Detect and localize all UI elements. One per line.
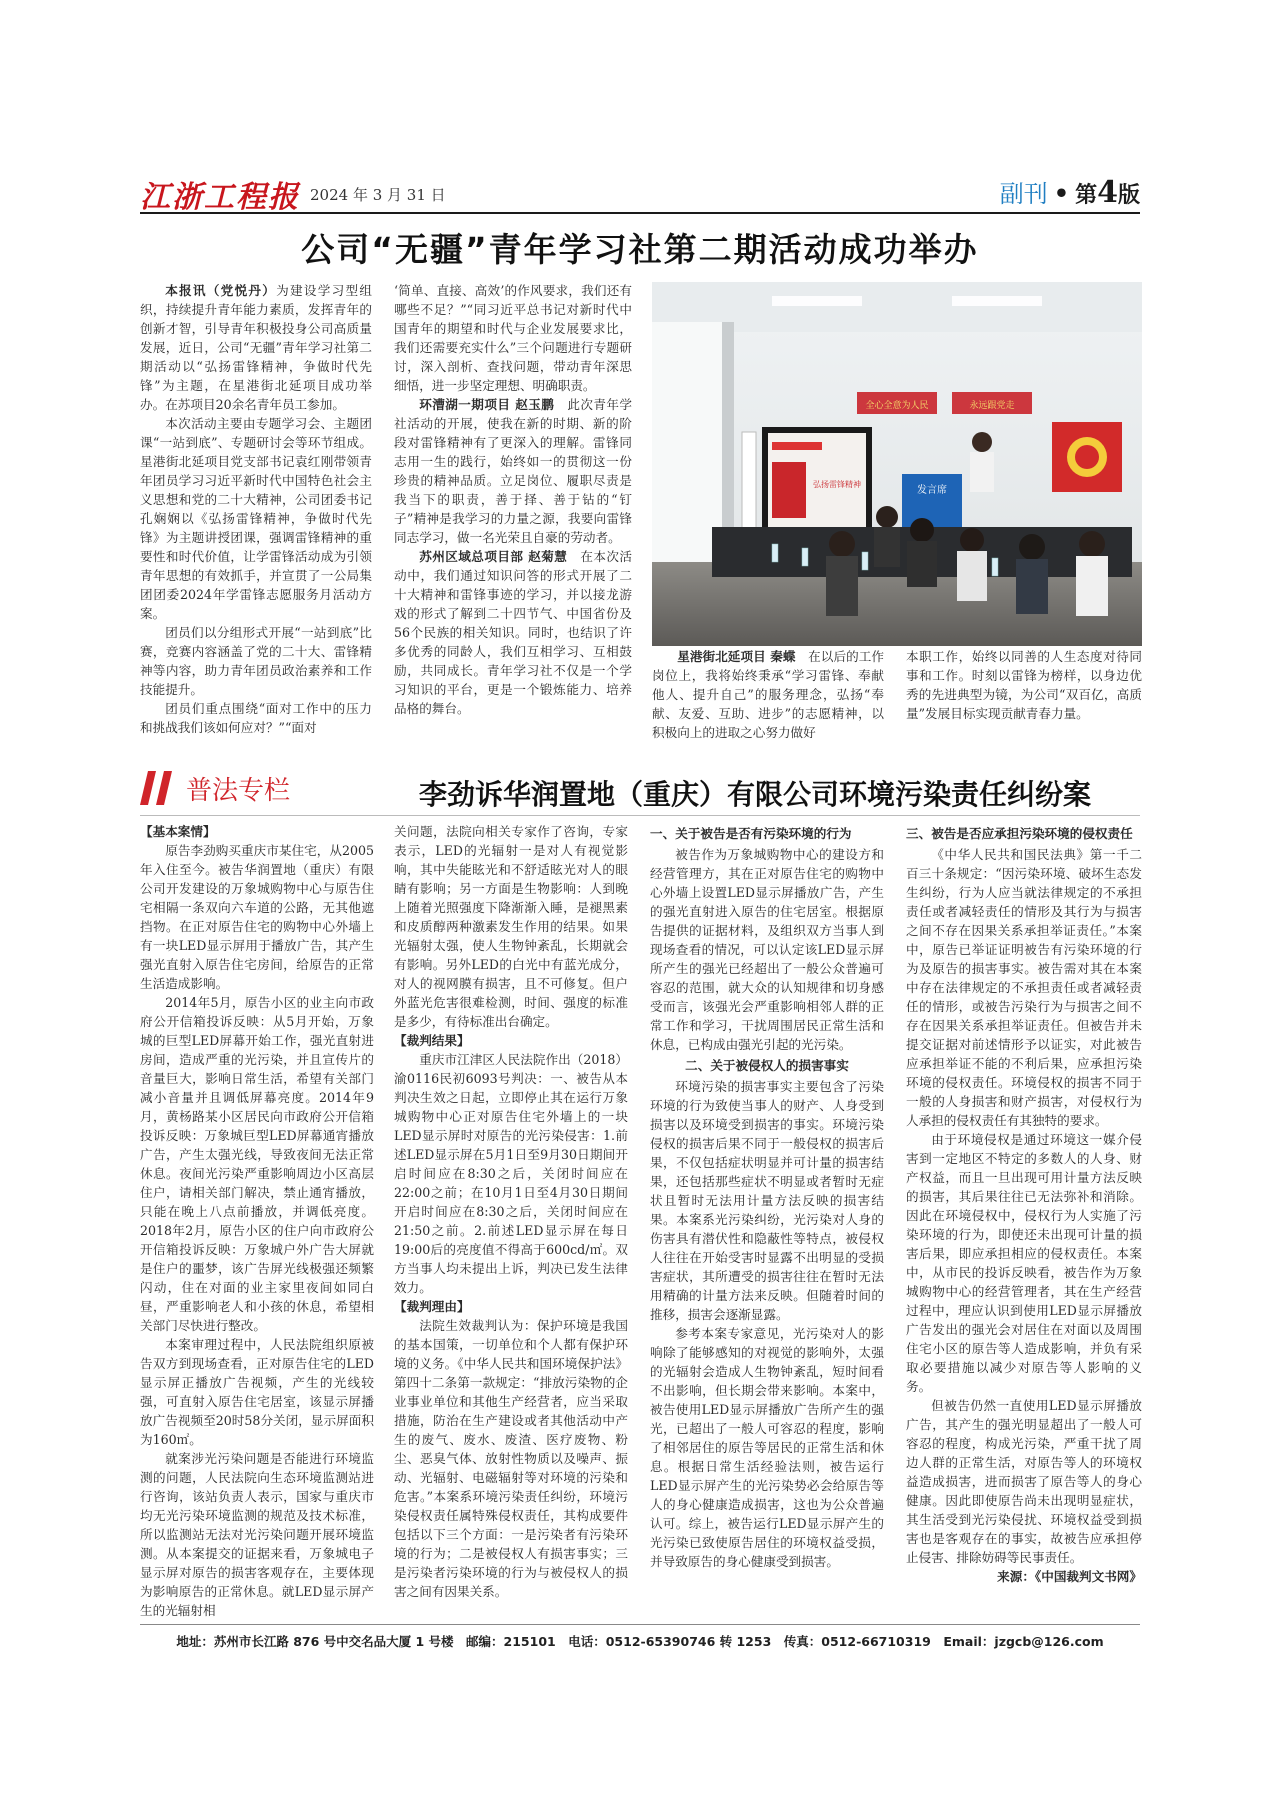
article1-paragraph: 为建设学习型组织，持续提升青年能力素质，发挥青年的创新才智，引导青年积极投身公司高质量发展，近日，公司“无疆”青年学习社第二期活动以“弘扬雷锋精神，争做时代先锋”为主题，在星港街北延项目成功举办。在苏项目20余名青年员工参加。 [140, 283, 372, 412]
article2-paragraph: 但被告仍然一直使用LED显示屏播放广告，其产生的强光明显超出了一般人可容忍的程度，构成光污染，严重干扰了周边人群的正常生活，对原告等人的环境权益造成损害，进而损害了原告等人的身心健康。因此即使原告尚未出现明显症状，其生活受到光污染侵扰、环境权益受到损害也是客观存在的事实，故被告应承担停止侵害、排除妨碍等民事责任。 [906, 1398, 1142, 1565]
screen-text: 弘扬雷锋精神 [813, 480, 861, 489]
article2-paragraph: 参考本案专家意见，光污染对人的影响除了能够感知的对视觉的影响外，太强的光辐射会造成人生物钟紊乱，短时间看不出影响，但长期会带来影响。本案中，被告使用LED显示屏播放广告所产生的强光，已超出了一般人可容忍的程度，影响了相邻居住的原告等居民的正常生活和休息。根据日常生活经验法则，被告运行LED显示屏产生的光污染势必会给原告等人的身心健康造成损害，这也为公众普遍认可。综上，被告运行LED显示屏产生的光污染已致使原告居住的环境权益受损，并导致原告的身心健康受到损害。 [650, 1326, 884, 1569]
article1-column-1 [140, 281, 372, 736]
subsection-heading: 一、关于被告是否有污染环境的行为 [650, 826, 852, 841]
article1-paragraph: 本职工作，始终以同善的人生态度对待同事和工作。时刻以雷锋为榜样，以身边优秀的先进典型为镜，为公司“双百亿，高质量”发展目标实现贡献青春力量。 [906, 649, 1142, 721]
red-slash-icon [140, 769, 174, 807]
article2-paragraph: 本案审理过程中，人民法院组织原被告双方到现场查看，正对原告住宅的LED显示屏正播放广告视频，产生的光线较强，可直射入原告住宅居室，该显示屏播放广告视频至20时58分关闭，显示屏面积为160㎡。 [140, 1337, 374, 1447]
newspaper-logo: 江浙工程报 [140, 180, 300, 215]
article2-paragraph: 法院生效裁判认为：保护环境是我国的基本国策，一切单位和个人都有保护环境的义务。《中华人民共和国环境保护法》第四十二条第一款规定：“排放污染物的企业事业单位和其他生产经营者，应当采取措施，防治在生产建设或者其他活动中产生的废气、废水、废渣、医疗废物、粉尘、恶臭气体、放射性物质以及噪声、振动、光辐射、电磁辐射等对环境的污染和危害。”本案系环境污染责任纠纷，环境污染侵权责任属特殊侵权责任，其构成要件包括以下三个方面：一是污染者有污染环境的行为；二是被侵权人有损害事实；三是污染者污染环境的行为与被侵权人的损害之间有因果关系。 [394, 1318, 628, 1599]
section-heading: 【裁判理由】 [394, 1299, 470, 1314]
subsection-heading: 二、关于被侵权人的损害事实 [685, 1058, 849, 1073]
wall-banner-text: 永远跟党走 [969, 401, 1015, 411]
page-label-pre: 第 [1075, 182, 1098, 208]
speaker-name: 苏州区域总项目部 赵菊慧 [419, 549, 568, 564]
event-photo-scene [652, 282, 1142, 646]
speaker-quote: 此次青年学社活动的开展，使我在新的时期、新的阶段对雷锋精神有了更深入的理解。雷锋同志用一生的践行，始终如一的贯彻这一份珍贵的精神品质。立足岗位、履职尽责是我当下的职责，善于择、善于钻的“钉子”精神是我学习的力量之源，我要向雷锋同志学习，做一名光荣且自豪的劳动者。 [394, 397, 632, 545]
separator-dot: • [1053, 179, 1070, 208]
section-name: 副刊 [999, 180, 1048, 208]
contact-footer: 地址：苏州市长江路 876 号中交名品大厦 1 号楼 邮编：215101 电话：0512-65390746 转 1253 传真：0512-66710319 Email：jzgcb@126.com [140, 1624, 1140, 1659]
podium-label: 发言席 [917, 485, 947, 496]
article2-paragraph: 由于环境侵权是通过环境这一媒介侵害到一定地区不特定的多数人的人身、财产权益，而且一旦出现可用计量方法反映的损害，其后果往往已无法弥补和消除。因此在环境侵权中，侵权行为人实施了污染环境的行为，即使还未出现可计量的损害后果，即应承担相应的侵权责任。本案中，从市民的投诉反映看，被告作为万象城购物中心的经营管理者，其在生产经营过程中，理应认识到使用LED显示屏播放广告发出的强光会对居住在对面以及周围住宅小区的原告等人造成影响，并负有采取必要措施以减少对原告等人影响的义务。 [906, 1132, 1142, 1394]
article1-paragraph: 本次活动主要由专题学习会、主题团课“一站到底”、专题研讨会等环节组成。星港街北延项目党支部书记袁红刚带领青年团员学习习近平新时代中国特色社会主义思想和党的二十大精神，公司团委书记孔娴娴以《弘扬雷锋精神，争做时代先锋》为主题讲授团课，强调雷锋精神的重要性和时代价值，让学雷锋活动成为引领青年思想的有效抓手，并宣贯了一公局集团团委2024年学雷锋志愿服务月活动方案。 [140, 416, 372, 621]
subsection-heading: 三、被告是否应承担污染环境的侵权责任 [906, 826, 1133, 841]
event-photo [652, 282, 1142, 646]
article2-column-1 [140, 822, 374, 1617]
section-heading: 【裁判结果】 [394, 1033, 470, 1048]
section-heading: 【基本案情】 [140, 824, 216, 839]
masthead [140, 172, 1140, 214]
speaker-figure [970, 452, 994, 492]
speaker-name: 环漕湖一期项目 赵玉鹏 [419, 397, 555, 412]
article2-paragraph: 重庆市江津区人民法院作出（2018）渝0116民初6093号判决：一、被告从本判决生效之日起，立即停止其在运行万象城购物中心正对原告住宅外墙上的一块LED显示屏时对原告的光污染侵害：1.前述LED显示屏在5月1日至9月30日期间开启时间应在8:30之后，关闭时间应在22:00之前；在10月1日至4月30日期间开启时间应在8:30之后，关闭时间应在21:50之前。2.前述LED显示屏在每日19:00后的亮度值不得高于600cd/㎡。双方当事人均未提出上诉，判决已发生法律效力。 [394, 1052, 628, 1295]
page-indicator [1000, 174, 1140, 210]
article2-paragraph: 2014年5月，原告小区的业主向市政府公开信箱投诉反映：从5月开始，万象城的巨型LED屏幕开始工作，强光直射进房间，造成严重的光污染，并且宣传片的音量巨大，影响日常生活，希望有关部门减小音量并且调低屏幕亮度。2014年9月，黄杨路某小区居民向市政府公开信箱投诉反映：万象城巨型LED屏幕通宵播放广告，产生太强光线，导致夜间无法正常休息。夜间光污染严重影响周边小区高层住户，请相关部门解决，禁止通宵播放，只能在晚上八点前播放，并调低亮度。2018年2月，原告小区的住户向市政府公开信箱投诉反映：万象城户外广告大屏就是住户的噩梦，该广告屏光线极强还频繁闪动，住在对面的业主家里夜间如同白昼，严重影响老人和小孩的休息，希望相关部门尽快进行整改。 [140, 995, 374, 1333]
page-label-post: 版 [1117, 182, 1140, 208]
article1-title: 公司“无疆”青年学习社第二期活动成功举办 [301, 230, 979, 269]
issue-date: 2024 年 3 月 31 日 [310, 186, 446, 204]
article2-paragraph: 关问题，法院向相关专家作了咨询，专家表示，LED的光辐射一是对人有视觉影响，其中失能眩光和不舒适眩光对人的眼睛有影响；另一方面是生物影响：人到晚上随着光照强度下降渐渐入睡，是褪黑素和皮质醇两种激素发生作用的结果。如果光辐射太强，使人生物钟紊乱，长期就会有影响。另外LED的白光中有蓝光成分，对人的视网膜有损害，且不可修复。但户外蓝光危害很难检测，时间、强度的标准是多少，有待标准出台确定。 [394, 824, 628, 1029]
article2-paragraph: 《中华人民共和国民法典》第一千二百三十条规定：“因污染环境、破坏生态发生纠纷，行为人应当就法律规定的不承担责任或者减轻责任的情形及其行为与损害之间不存在因果关系承担举证责任。”本案中，原告已举证证明被告有污染环境的行为及原告的损害事实。被告需对其在本案中存在法律规定的不承担责任或者减轻责任的情形，或被告污染行为与损害之间不存在因果关系承担举证责任。但被告并未提交证据对前述情形予以证实，对此被告应承担举证不能的不利后果，应承担污染环境的侵权责任。环境侵权的损害不同于一般的人身损害和财产损害，对侵权行为人承担的侵权责任有其独特的要求。 [906, 847, 1142, 1128]
article1-column-4 [906, 647, 1142, 739]
article2-column-2 [394, 822, 628, 1617]
speaker-name: 星港街北延项目 秦蝶 [677, 649, 796, 664]
speaker-quote: 在本次活动中，我们通过知识问答的形式开展了二十大精神和雷锋事迹的学习，并以接龙游戏的形式了解到二十四节气、中国省份及56个民族的相关知识。同时，也结识了许多优秀的同龄人，我们互相学习、互相鼓励，共同成长。青年学习社不仅是一个学习知识的平台，更是一个锻炼能力、培养品格的舞台。 [394, 549, 632, 716]
wall-banner-text: 全心全意为人民 [865, 401, 929, 411]
article2-column-3 [650, 822, 884, 1617]
source-credit: 来源：《中国裁判文书网》 [997, 1569, 1142, 1584]
legal-column-name: 普法专栏 [186, 775, 291, 806]
article1-byline: 本报讯（党悦丹） [165, 283, 277, 298]
article2-column-4 [906, 822, 1142, 1617]
article1-paragraph: 团员们重点围绕“面对工作中的压力和挑战我们该如何应对？”“面对 [140, 701, 372, 735]
legal-column-label [140, 769, 290, 807]
page-number: 4 [1097, 175, 1118, 210]
article2-paragraph: 原告李劲购买重庆市某住宅，从2005年入住至今。被告华润置地（重庆）有限公司开发建设的万象城购物中心与原告住宅相隔一条双向六车道的公路，无其他遮挡物。在正对原告住宅的购物中心外墙上有一块LED显示屏用于播放广告，其产生强光直射入原告住宅房间，给原告的正常生活造成影响。 [140, 843, 374, 991]
article1-paragraph: 团员们以分组形式开展“一站到底”比赛，竞赛内容涵盖了党的二十大、雷锋精神等内容，助力青年团员政治素养和工作技能提升。 [140, 625, 372, 697]
article2-paragraph: 环境污染的损害事实主要包含了污染环境的行为致使当事人的财产、人身受到损害以及环境受到损害的事实。环境污染侵权的损害后果不同于一般侵权的损害后果，不仅包括症状明显并可计量的损害结果，还包括那些症状不明显或者暂时无症状且暂时无法用计量方法反映的损害结果。本案系光污染纠纷，光污染对人身的伤害具有潜伏性和隐蔽性等特点，被侵权人往往在开始受害时显露不出明显的受损害症状，其所遭受的损害往往在暂时无法用精确的计量方法来反映。但随着时间的推移，损害会逐渐显露。 [650, 1079, 884, 1322]
speaker-quote: 在以后的工作岗位上，我将始终秉承“学习雷锋、奉献他人、提升自己”的服务理念，弘扬“奉献、友爱、互助、进步”的志愿精神，以积极向上的进取之心努力做好 [652, 649, 884, 739]
article1-paragraph: ‘简单、直接、高效’的作风要求，我们还有哪些不足？”“同习近平总书记对新时代中国青年的期望和时代与企业发展要求比，我们还需要充实什么”三个问题进行专题研讨，深入剖析、查找问题，带动青年深思细悟，进一步坚定理想、明确职责。 [394, 283, 632, 393]
article2-title: 李劲诉华润置地（重庆）有限公司环境污染责任纠纷案 [418, 778, 1091, 811]
article1-column-3 [652, 647, 884, 739]
article2-paragraph: 就案涉光污染问题是否能进行环境监测的问题，人民法院向生态环境监测站进行咨询，该站负责人表示，国家与重庆市均无光污染环境监测的规范及技术标准，所以监测站无法对光污染问题开展环境监测。从本案提交的证据来看，万象城电子显示屏对原告的损害客观存在，主要体现为影响原告的正常休息。就LED显示屏产生的光辐射相 [140, 1451, 374, 1617]
article2-paragraph: 被告作为万象城购物中心的建设方和经营管理方，其在正对原告住宅的购物中心外墙上设置LED显示屏播放广告，产生的强光直射进入原告的住宅居室。根据原告提供的证据材料，及组织双方当事人到现场查看的情况，可以认定该LED显示屏所产生的强光已经超出了一般公众普遍可容忍的范围，就大众的认知规律和切身感受而言，该强光会严重影响相邻人群的正常工作和学习，干扰周围居民正常生活和休息，已构成由强光引起的光污染。 [650, 847, 884, 1052]
article1-column-2 [394, 281, 632, 736]
